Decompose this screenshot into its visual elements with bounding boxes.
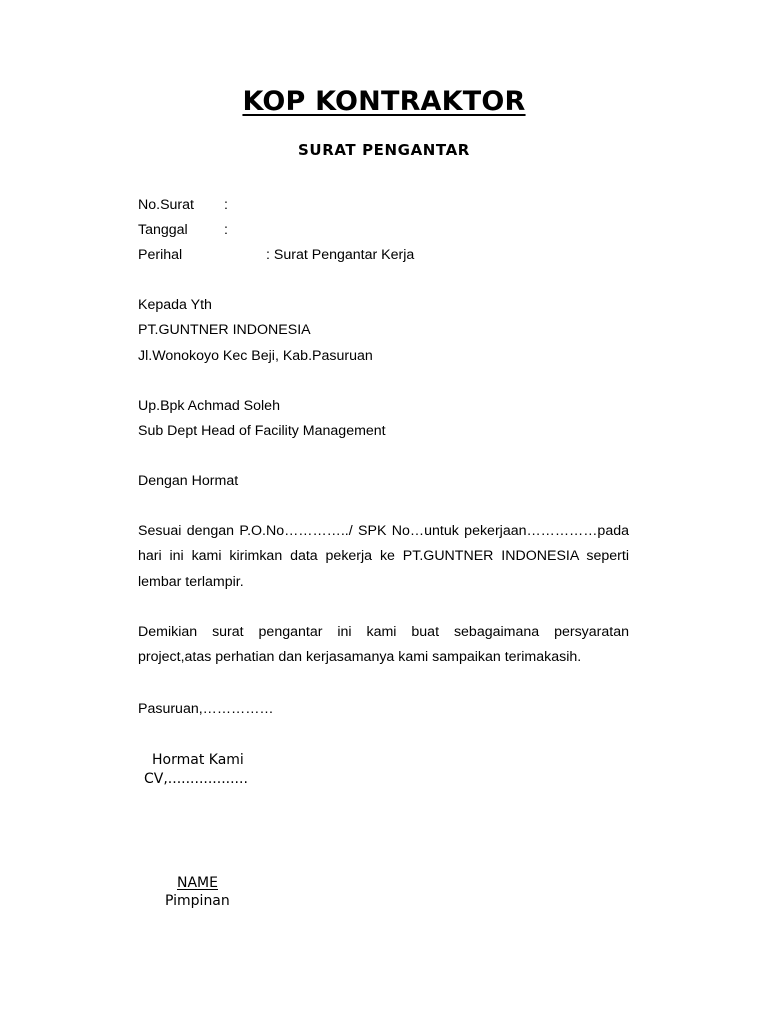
letterhead-title: KOP KONTRAKTOR bbox=[242, 86, 526, 117]
body-paragraph-2: Demikian surat pengantar ini kami buat sebagaimana persyaratan project,atas perhatian dan kerjasamanya kami sampaikan terimakasih. bbox=[138, 624, 629, 666]
recipient-greeting: Kepada Yth bbox=[138, 297, 212, 313]
salutation: Dengan Hormat bbox=[138, 473, 239, 489]
recipient-position: Sub Dept Head of Facility Management bbox=[138, 423, 386, 439]
signature-closing: Hormat Kami bbox=[152, 752, 244, 768]
signatory-title: Pimpinan bbox=[165, 893, 230, 909]
body-paragraph-1: Sesuai dengan P.O.No…………../ SPK No…untuk pekerjaan……………pada hari ini kami kirimkan data pekerja ke PT.GUNTNER INDONESIA seperti lembar terlampir. bbox=[138, 523, 629, 590]
place-date: Pasuruan,…………… bbox=[138, 701, 274, 717]
tanggal-label: Tanggal bbox=[138, 222, 188, 238]
letter-subtitle: SURAT PENGANTAR bbox=[298, 141, 470, 159]
tanggal-colon: : bbox=[224, 222, 228, 238]
signature-company: CV,.................. bbox=[144, 771, 248, 787]
perihal-label: Perihal bbox=[138, 247, 183, 263]
no-surat-label: No.Surat bbox=[138, 197, 194, 213]
signatory-name: NAME bbox=[177, 875, 218, 891]
recipient-company: PT.GUNTNER INDONESIA bbox=[138, 322, 311, 338]
no-surat-colon: : bbox=[224, 197, 228, 213]
perihal-value: : Surat Pengantar Kerja bbox=[266, 247, 415, 263]
recipient-attention: Up.Bpk Achmad Soleh bbox=[138, 398, 280, 414]
recipient-address: Jl.Wonokoyo Kec Beji, Kab.Pasuruan bbox=[138, 348, 373, 364]
